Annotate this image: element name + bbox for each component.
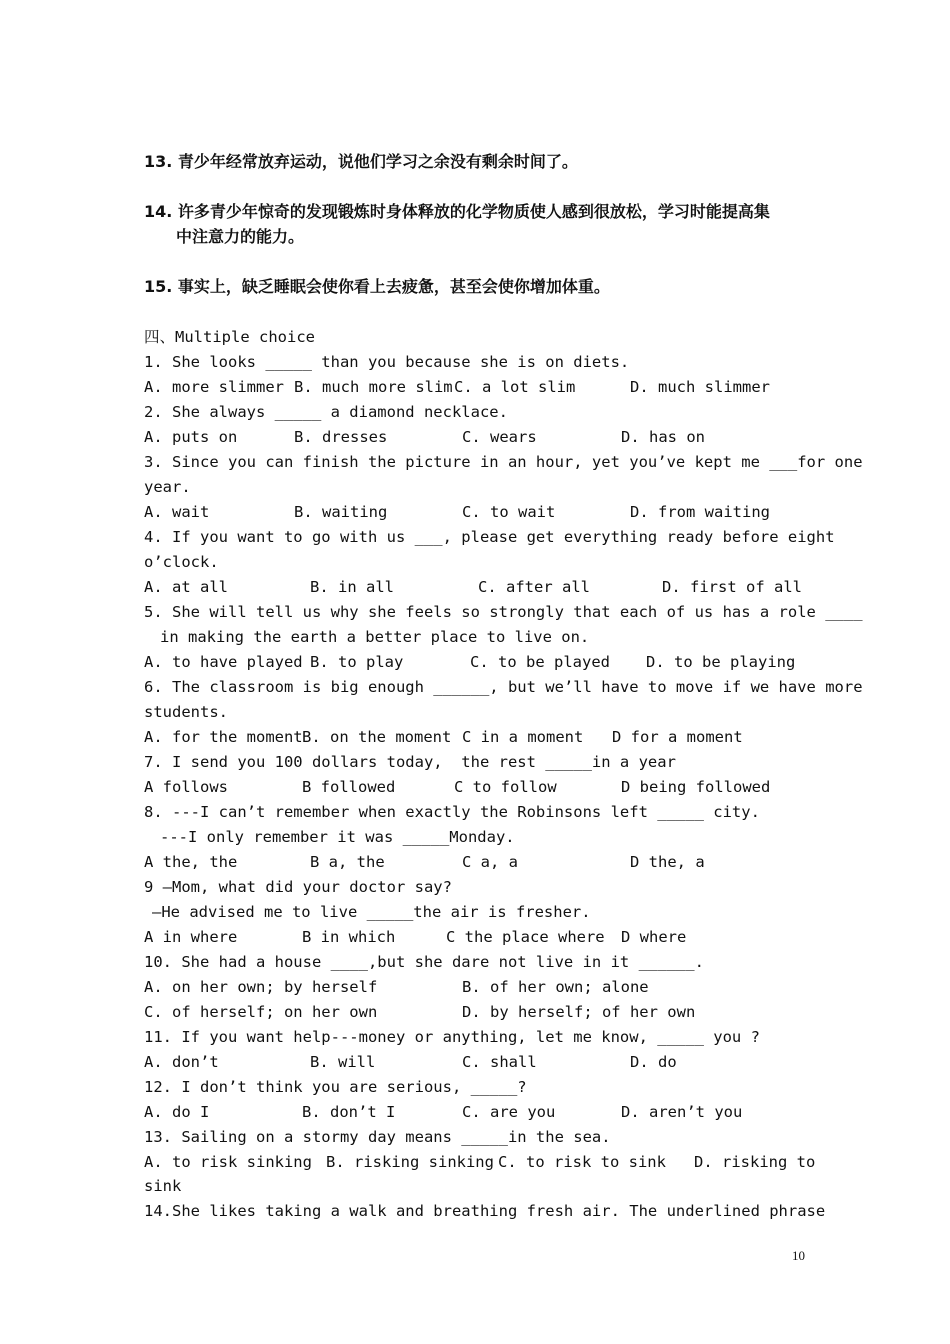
question-6-line2: students. [144,703,228,721]
option-a: A. wait [144,503,210,521]
option-c: C to follow [454,778,557,796]
option-a: A follows [144,778,228,796]
option-c: C. to risk to sink [498,1153,666,1171]
option-a: A. at all [144,578,228,596]
option-d: D. do [630,1053,677,1071]
option-d: D. risking to [694,1153,816,1171]
question-9-line2: —He advised me to live _____the air is fresher. [152,903,591,921]
question-5-line2: in making the earth a better place to live on. [160,628,590,646]
option-b: B. will [310,1053,376,1071]
question-11: 11. If you want help---money or anything, let me know, _____ you ? [144,1028,760,1046]
option-c: C the place where [446,928,605,946]
option-c: C. to be played [470,653,610,671]
question-4-line1: 4. If you want to go with us ___, please get everything ready before eight [144,528,835,546]
option-a: A. to risk sinking [144,1153,312,1171]
question-2: 2. She always _____ a diamond necklace. [144,403,508,421]
question-5-line1: 5. She will tell us why she feels so strongly that each of us has a role ____ [144,603,863,621]
option-d: D. by herself; of her own [462,1003,696,1021]
option-a: A. do I [144,1103,210,1121]
question-1: 1. She looks _____ than you because she is on diets. [144,353,630,371]
option-b: B. to play [310,653,404,671]
question-8-line1: 8. ---I can’t remember when exactly the Robinsons left _____ city. [144,803,760,821]
option-c: C. to wait [462,503,556,521]
question-10: 10. She had a house ____,but she dare not live in it ______. [144,953,704,971]
option-b: B a, the [310,853,385,871]
question-13: 13. Sailing on a stormy day means _____in the sea. [144,1128,611,1146]
translation-item-13: 13. 青少年经常放弃运动，说他们学习之余没有剩余时间了。 [144,152,578,171]
page-number: 10 [792,1248,805,1263]
question-14: 14.She likes taking a walk and breathing fresh air. The underlined phrase [144,1202,826,1220]
option-a: A in where [144,928,238,946]
option-b: B. dresses [294,428,388,446]
option-d: D. to be playing [646,653,796,671]
option-b: B. risking sinking [326,1153,494,1171]
translation-item-14-line1: 14. 许多青少年惊奇的发现锻炼时身体释放的化学物质使人感到很放松，学习时能提高集 [144,202,770,221]
option-d: D. from waiting [630,503,770,521]
option-d: D where [621,928,687,946]
option-a: A. for the moment [144,728,303,746]
option-c: C. wears [462,428,537,446]
question-4-line2: o’clock. [144,553,219,571]
option-d: D for a moment [612,728,743,746]
option-a: A. don’t [144,1053,219,1071]
option-d: D. first of all [662,578,802,596]
option-a: A. more slimmer [144,378,284,396]
option-a: A the, the [144,853,238,871]
option-b: B. much more slim [294,378,453,396]
question-3-line2: year. [144,478,191,496]
option-c: C in a moment [462,728,584,746]
option-d: D. aren’t you [621,1103,743,1121]
question-8-line2: ---I only remember it was _____Monday. [160,828,515,846]
option-b: B. don’t I [302,1103,396,1121]
question-7: 7. I send you 100 dollars today, the rest _____in a year [144,753,676,771]
option-c: C. after all [478,578,590,596]
question-9-line1: 9 —Mom, what did your doctor say? [144,878,452,896]
translation-item-15: 15. 事实上，缺乏睡眠会使你看上去疲惫，甚至会使你增加体重。 [144,277,610,296]
option-b: B in which [302,928,396,946]
question-13-option-d-cont: sink [144,1177,182,1195]
question-12: 12. I don’t think you are serious, _____? [144,1078,527,1096]
option-d: D. much slimmer [630,378,770,396]
option-a: A. on her own; by herself [144,978,378,996]
option-b: B. of her own; alone [462,978,649,996]
option-c: C a, a [462,853,518,871]
option-d: D being followed [621,778,771,796]
option-c: C. shall [462,1053,537,1071]
option-a: A. puts on [144,428,238,446]
question-6-line1: 6. The classroom is big enough ______, but we’ll have to move if we have more [144,678,863,696]
option-d: D the, a [630,853,705,871]
option-c: C. of herself; on her own [144,1003,378,1021]
option-c: C. a lot slim [454,378,576,396]
option-b: B. waiting [294,503,388,521]
section-title: 四、Multiple choice [144,328,315,346]
option-b: B followed [302,778,396,796]
option-b: B. in all [310,578,394,596]
option-c: C. are you [462,1103,556,1121]
option-b: B. on the moment [302,728,452,746]
question-3-line1: 3. Since you can finish the picture in an hour, yet you’ve kept me ___for one [144,453,863,471]
option-d: D. has on [621,428,705,446]
translation-item-14-line2: 中注意力的能力。 [176,227,305,246]
option-a: A. to have played [144,653,303,671]
